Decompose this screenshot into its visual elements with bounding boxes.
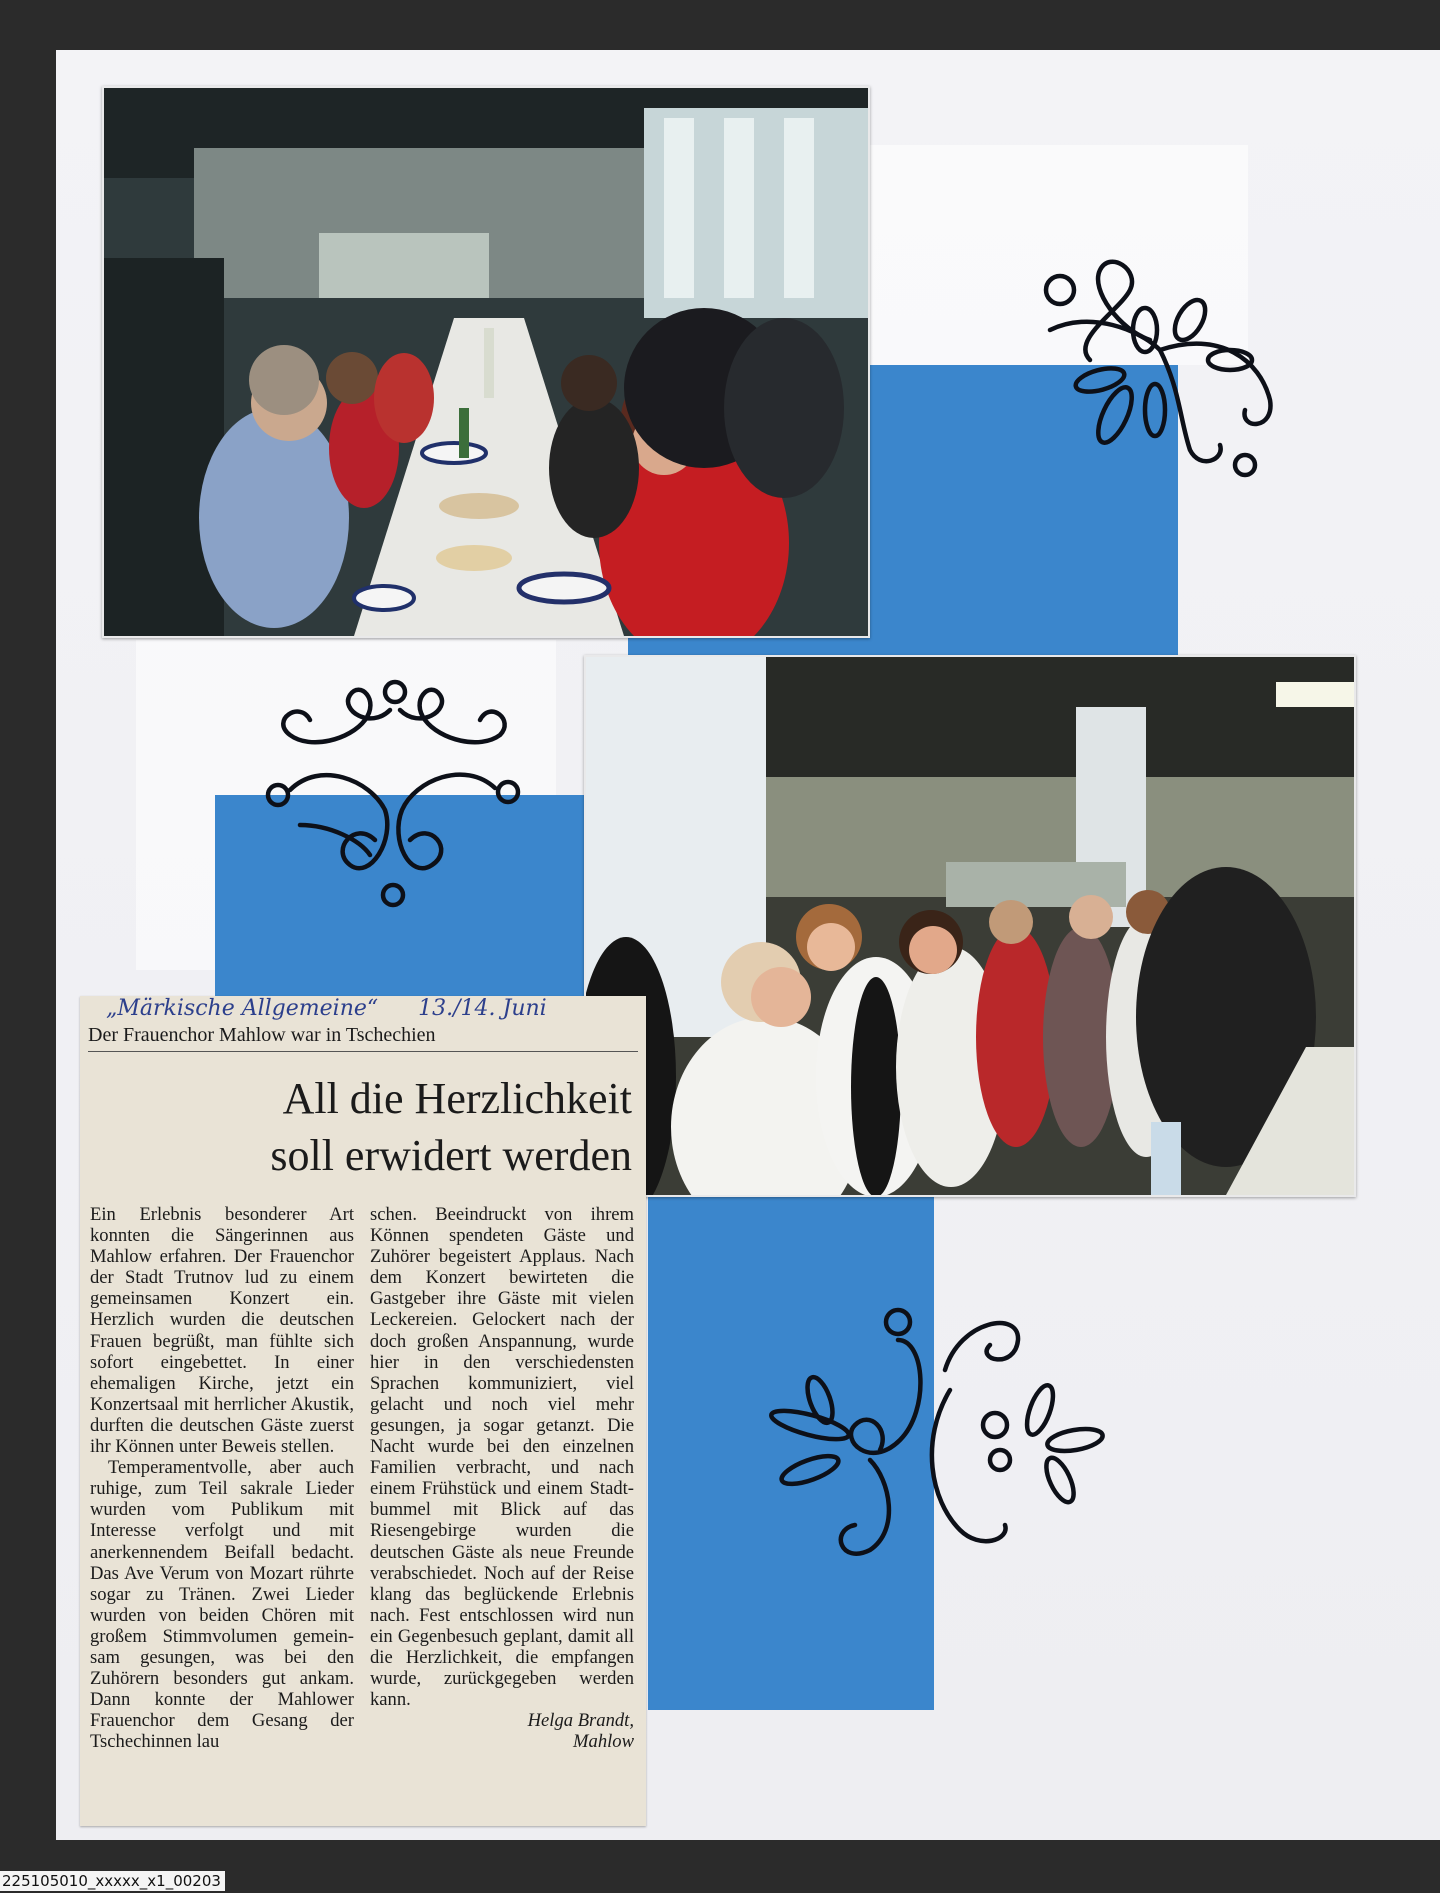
handwritten-source-note (106, 996, 547, 1021)
handwritten-source: „Märkische Allgemeine“ (106, 996, 379, 1021)
article-paragraph: Ein Erlebnis besonderer Art konnten die Sängerinnen aus Mahlow erfahren. Der Frauenchor der Stadt Trutnov lud zu einem gemeinsamen Konzert ein. Herzlich wurden die deutschen Frauen begrüßt, man fühlte sich sofort eingebettet. In einer ehemaligen Kirche, jetzt ein Konzertsaal mit herrlicher Akustik, durften die deutschen Gäste zuerst ihr Können unter Beweis stellen. (90, 1204, 354, 1458)
article-paragraph: Temperamentvolle, aber auch ruhige, zum Teil sakrale Lieder wurden vom Publikum mit Interesse verfolgt und mit anerkennendem Beifall bedacht. Das Ave Verum von Mozart rührte sogar zu Tränen. Zwei Lieder wurden von beiden Chören mit großem Stimmvolumen gemeinsam gesungen, was bei den Zuhörern besonders gut ankam. Dann konnte der Mahlower Frauenchor dem Gesang der Tschechinnen lau (90, 1457, 354, 1753)
article-column-1 (90, 1204, 354, 1752)
newspaper-clipping (80, 996, 646, 1826)
ink-swirl-decoration (1030, 250, 1290, 490)
byline-author: Helga Brandt, (527, 1710, 634, 1732)
article-headline (270, 1070, 632, 1184)
banquet-photo (102, 86, 870, 638)
ink-swirl-decoration (750, 1300, 1120, 1570)
handwritten-date: 13./14. Juni (418, 996, 547, 1021)
article-byline (370, 1710, 634, 1752)
article-column-2 (370, 1204, 634, 1752)
article-kicker: Der Frauenchor Mahlow war in Tschechien (88, 1024, 638, 1052)
archive-id-label: 225105010_xxxxx_x1_00203 (0, 1871, 225, 1891)
byline-place: Mahlow (573, 1731, 634, 1753)
headline-line-2: soll erwidert werden (270, 1131, 632, 1180)
headline-line-1: All die Herzlichkeit (282, 1074, 632, 1123)
ink-swirl-decoration (260, 680, 525, 915)
article-paragraph: schen. Beeindruckt von ihrem Können spendeten Gäste und Zuhörer begeistert Applaus. Nach dem Konzert bewirteten die Gastgeber ihre Gäste mit vielen Leckereien. Gelockert nach der doch großen Anspannung, wurde hier in den verschiedensten Sprachen kommuniziert, viel gelacht und noch viel mehr gesungen, ja sogar getanzt. Die Nacht wurde bei den einzelnen Familien verbracht, und nach einem Frühstück und einem Stadtbummel mit Blick auf das Riesengebirge wurden die deutschen Gäste als neue Freunde verabschiedet. Noch auf der Reise klang das beglückende Erlebnis nach. Fest entschlossen wird nun ein Gegenbesuch geplant, damit all die Herzlichkeit, die empfangen wurde, zurückgegeben werden kann. (370, 1204, 634, 1711)
dancing-photo (584, 655, 1356, 1197)
